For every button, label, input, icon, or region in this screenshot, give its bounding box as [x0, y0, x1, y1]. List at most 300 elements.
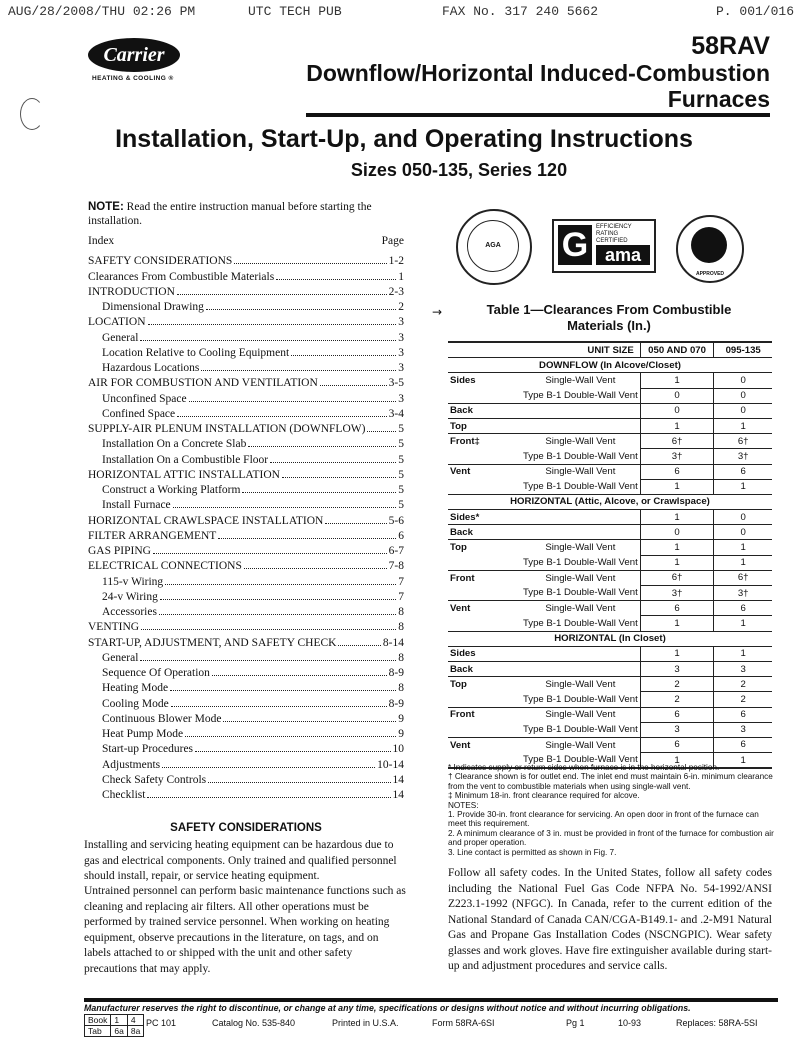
- toc-leader-dots: [320, 385, 387, 386]
- toc-leader-dots: [185, 736, 396, 737]
- table-row: [448, 601, 772, 616]
- clearance-table: [448, 341, 772, 769]
- toc-entry-page: 5: [398, 453, 404, 466]
- aga-seal-center: AGA: [467, 220, 519, 272]
- toc-entry-page: 5: [398, 438, 404, 451]
- toc-entry-title: LOCATION: [88, 316, 146, 329]
- clearance-050-070-cell: 3†: [640, 449, 714, 464]
- vent-type-cell: Type B-1 Double-Wall Vent: [521, 388, 640, 403]
- approval-badge: [676, 215, 744, 283]
- product-title-line2: Furnaces: [667, 86, 770, 112]
- vent-type-cell: Single-Wall Vent: [521, 464, 640, 479]
- toc-entry-page: 7: [398, 575, 404, 588]
- safety-codes-paragraph: Follow all safety codes. In the United States, follow all safety codes including the National Fuel Gas Code NFPA No. 54-1992/ANSI Z223.1-1992 (NFGC). In Canada, refer to the current edition of the National Standard of Canada CAN/CGA-B149.1- and .2-M91 Natural Gas and Propane Gas Installation Codes (NSCNGPIC). Wear safety glasses and work gloves. Have fire extinguisher available during start-up and adjustment procedures and service calls.: [448, 867, 772, 972]
- toc-leader-dots: [177, 294, 387, 295]
- toc-leader-dots: [148, 324, 397, 325]
- location-cell: [448, 586, 521, 601]
- gama-text-line: RATING: [596, 231, 619, 237]
- clearance-050-070-cell: 1: [640, 646, 714, 661]
- toc-entry-title: 115-v Wiring: [102, 575, 164, 588]
- toc-entry-title: VENTING: [88, 621, 140, 634]
- toc-entry-title: Installation On a Concrete Slab: [102, 438, 247, 451]
- clearance-050-070-cell: 1: [640, 616, 714, 631]
- page-subtitle: Sizes 050-135, Series 120: [350, 160, 568, 180]
- toc-entry-title: Start-up Procedures: [102, 743, 194, 756]
- toc-entry-title: Clearances From Combustible Materials: [88, 270, 275, 283]
- clearance-095-135-cell: 3: [714, 661, 772, 676]
- toc-entry: [88, 466, 404, 481]
- toc-entry-page: 10-14: [377, 758, 404, 771]
- table-row: [448, 403, 772, 418]
- footer-notice: Manufacturer reserves the right to discontinue, or change at any time, specifications or designs without notice and without incurring obligations.: [84, 1003, 691, 1013]
- table-row: [448, 449, 772, 464]
- table-section-row: [448, 358, 772, 373]
- location-cell: Top: [448, 418, 521, 433]
- clearance-050-070-cell: 0: [640, 403, 714, 418]
- clearance-050-070-cell: 3†: [640, 586, 714, 601]
- toc-entry-title: START-UP, ADJUSTMENT, AND SAFETY CHECK: [88, 636, 337, 649]
- toc-entry: [88, 496, 404, 511]
- location-cell: Top: [448, 540, 521, 555]
- index-header: [88, 235, 404, 247]
- toc-entry-page: 3-4: [388, 407, 404, 420]
- toc-leader-dots: [159, 614, 396, 615]
- toc-leader-dots: [325, 523, 386, 524]
- vent-type-cell: Single-Wall Vent: [521, 373, 640, 388]
- toc-entry-title: Checklist: [102, 789, 146, 801]
- toc-leader-dots: [160, 599, 396, 600]
- safety-heading: SAFETY CONSIDERATIONS: [170, 822, 322, 834]
- toc-entry-title: Dimensional Drawing: [102, 301, 204, 313]
- clearance-095-135-cell: 1: [714, 616, 772, 631]
- table-row: [448, 722, 772, 737]
- location-cell: [448, 555, 521, 570]
- toc-entry: [88, 771, 404, 786]
- toc-entry-title: GAS PIPING: [88, 545, 151, 557]
- table-row: [448, 525, 772, 540]
- vent-type-cell: Single-Wall Vent: [521, 540, 640, 555]
- gama-letter: G: [558, 225, 592, 265]
- footer-date: 10-93: [618, 1018, 642, 1028]
- clearance-050-070-cell: 6: [640, 707, 714, 722]
- toc-entry: [88, 405, 404, 420]
- clearance-095-135-cell: 2: [714, 692, 772, 707]
- toc-entry-title: AIR FOR COMBUSTION AND VENTILATION: [88, 377, 318, 390]
- toc-entry-page: 3-5: [388, 377, 404, 390]
- clearance-050-070-cell: 1: [640, 540, 714, 555]
- toc-leader-dots: [195, 751, 390, 752]
- table-section-row: [448, 631, 772, 646]
- table-row: [448, 388, 772, 403]
- table-row: [448, 707, 772, 722]
- toc-entry-title: General: [102, 331, 139, 344]
- vent-type-cell: Type B-1 Double-Wall Vent: [521, 449, 640, 464]
- gama-text-line: EFFICIENCY: [596, 224, 632, 230]
- location-cell: Vent: [448, 601, 521, 616]
- footer-catalog: Catalog No. 535-840: [212, 1018, 296, 1028]
- toc-entry: [88, 633, 404, 648]
- clearance-095-135-cell: 6†: [714, 434, 772, 449]
- toc-leader-dots: [248, 446, 396, 447]
- vent-type-cell: Single-Wall Vent: [521, 570, 640, 585]
- clearance-050-070-cell: 1: [640, 510, 714, 525]
- toc-entry-page: 5: [398, 468, 404, 481]
- toc-entry-page: 14: [392, 773, 404, 786]
- vent-type-cell: Type B-1 Double-Wall Vent: [521, 616, 640, 631]
- toc-entry: [88, 679, 404, 694]
- arrow-right-icon: →: [432, 305, 443, 319]
- table-of-contents: [88, 252, 404, 801]
- toc-entry-page: 8: [398, 606, 404, 618]
- toc-entry-page: 5-6: [388, 514, 404, 527]
- table-section-row: [448, 494, 772, 509]
- toc-leader-dots: [141, 629, 396, 630]
- clearance-050-070-cell: 0: [640, 388, 714, 403]
- toc-leader-dots: [173, 507, 397, 508]
- registered-mark: ®: [168, 75, 174, 82]
- clearance-095-135-cell: 1: [714, 479, 772, 494]
- vent-type-cell: [521, 646, 640, 661]
- toc-entry: [88, 313, 404, 328]
- toc-entry: [88, 298, 404, 313]
- clearance-050-070-cell: 2: [640, 677, 714, 692]
- toc-entry-page: 3: [398, 362, 404, 374]
- toc-leader-dots: [218, 538, 396, 539]
- toc-entry-title: Confined Space: [102, 407, 176, 420]
- clearance-095-135-cell: 0: [714, 373, 772, 388]
- toc-entry-page: 5: [398, 484, 404, 496]
- vent-type-cell: Single-Wall Vent: [521, 737, 640, 752]
- toc-entry: [88, 694, 404, 709]
- toc-entry-page: 8: [398, 621, 404, 634]
- vent-type-cell: Type B-1 Double-Wall Vent: [521, 479, 640, 494]
- model-number: 58RAV: [691, 32, 770, 60]
- certification-logos: [450, 205, 770, 285]
- flame-icon: [691, 227, 727, 263]
- toc-entry-page: 3: [398, 346, 404, 359]
- toc-entry-page: 9: [398, 728, 404, 740]
- toc-entry-title: Continuous Blower Mode: [102, 712, 222, 725]
- vent-type-cell: [521, 510, 640, 525]
- location-cell: Vent: [448, 464, 521, 479]
- location-cell: [448, 388, 521, 403]
- footer-rule: [84, 998, 778, 1002]
- clearance-095-135-cell: 2: [714, 677, 772, 692]
- toc-entry: [88, 618, 404, 633]
- table-row: [448, 510, 772, 525]
- page-title: Installation, Start-Up, and Operating Instructions: [115, 125, 693, 153]
- toc-entry-title: 24-v Wiring: [102, 590, 158, 603]
- table-row: [448, 418, 772, 433]
- location-cell: Top: [448, 677, 521, 692]
- toc-entry: [88, 572, 404, 587]
- toc-entry: [88, 527, 404, 542]
- toc-entry-title: Construct a Working Platform: [102, 484, 241, 496]
- index-page-label: Page: [381, 235, 404, 247]
- toc-leader-dots: [291, 355, 396, 356]
- footnote-line: * Indicates supply or return sides when furnace is in the horizontal position.: [448, 763, 720, 772]
- vent-type-cell: Type B-1 Double-Wall Vent: [521, 555, 640, 570]
- table-header-row: [448, 342, 772, 358]
- toc-entry-title: HORIZONTAL CRAWLSPACE INSTALLATION: [88, 514, 324, 527]
- gama-logo: [552, 219, 656, 273]
- clearance-095-135-cell: 1: [714, 646, 772, 661]
- table-row: [448, 570, 772, 585]
- toc-entry-page: 7: [398, 590, 404, 603]
- toc-entry-title: Installation On a Combustible Floor: [102, 453, 269, 466]
- toc-entry: [88, 649, 404, 664]
- table-row: [448, 616, 772, 631]
- clearance-095-135-cell: 1: [714, 753, 772, 769]
- clearance-050-070-cell: 1: [640, 753, 714, 769]
- clearance-050-070-cell: 6: [640, 464, 714, 479]
- clearance-095-135-cell: 3†: [714, 449, 772, 464]
- clearance-095-135-cell: 6†: [714, 570, 772, 585]
- toc-entry: [88, 374, 404, 389]
- location-cell: Front‡: [448, 434, 521, 449]
- vent-type-cell: Single-Wall Vent: [521, 601, 640, 616]
- toc-entry-page: 3: [398, 392, 404, 405]
- table-row: [448, 661, 772, 676]
- toc-entry-title: FILTER ARRANGEMENT: [88, 529, 217, 542]
- toc-entry: [88, 420, 404, 435]
- toc-entry: [88, 557, 404, 572]
- toc-entry-page: 14: [392, 789, 404, 801]
- gama-word: ama: [596, 245, 650, 265]
- toc-entry: [88, 389, 404, 404]
- clearance-095-135-cell: 0: [714, 510, 772, 525]
- clearance-050-070-cell: 6: [640, 737, 714, 752]
- footer-page: Pg 1: [566, 1018, 585, 1028]
- table-title: [446, 302, 772, 334]
- toc-entry-title: HORIZONTAL ATTIC INSTALLATION: [88, 468, 280, 481]
- toc-entry: [88, 786, 404, 801]
- toc-leader-dots: [242, 492, 396, 493]
- toc-leader-dots: [338, 645, 380, 646]
- toc-entry: [88, 588, 404, 603]
- toc-entry-page: 6: [398, 529, 404, 542]
- location-cell: Back: [448, 661, 521, 676]
- product-title: [306, 60, 770, 117]
- table-row: [448, 479, 772, 494]
- vent-type-cell: Type B-1 Double-Wall Vent: [521, 753, 640, 769]
- clearance-050-070-cell: 3: [640, 661, 714, 676]
- toc-entry-title: INTRODUCTION: [88, 285, 175, 298]
- table-row: [448, 646, 772, 661]
- location-cell: [448, 479, 521, 494]
- toc-entry: [88, 359, 404, 374]
- table-section-title: HORIZONTAL (In Closet): [448, 631, 772, 646]
- toc-entry: [88, 725, 404, 740]
- unit-size-header: UNIT SIZE: [448, 342, 640, 358]
- footer-pc: PC 101: [146, 1018, 177, 1028]
- clearance-050-070-cell: 6†: [640, 434, 714, 449]
- safety-paragraph-2: Untrained personnel can perform basic maintenance functions such as cleaning and replacing air filters. All other operations must be performed by trained service personnel. When working on heating equipment, observe precautions in the literature, on tags, and on labels attached to or shipped with the unit and other safety precautions that may apply.: [84, 885, 406, 975]
- footer-printed: Printed in U.S.A.: [332, 1018, 399, 1028]
- toc-entry: [88, 511, 404, 526]
- footnote-line: 2. A minimum clearance of 3 in. must be provided in front of the furnace for combustion air and proper operation.: [448, 828, 774, 848]
- toc-leader-dots: [140, 340, 396, 341]
- vent-type-cell: Type B-1 Double-Wall Vent: [521, 722, 640, 737]
- clearance-095-135-cell: 1: [714, 540, 772, 555]
- clearance-095-135-cell: 1: [714, 418, 772, 433]
- clearance-095-135-cell: 0: [714, 403, 772, 418]
- table-row: [448, 540, 772, 555]
- vent-type-cell: Type B-1 Double-Wall Vent: [521, 586, 640, 601]
- safety-paragraph-1: Installing and servicing heating equipment can be hazardous due to gas and electrical components. Only trained and qualified personnel should install, repair, or service heating equipment.: [84, 839, 397, 882]
- vent-type-cell: [521, 403, 640, 418]
- approval-badge-text: APPROVED: [695, 271, 725, 277]
- clearance-095-135-cell: 3: [714, 722, 772, 737]
- toc-leader-dots: [165, 584, 396, 585]
- fax-number: FAX No. 317 240 5662: [442, 4, 599, 19]
- clearance-050-070-cell: 0: [640, 525, 714, 540]
- toc-entry-page: 3: [398, 331, 404, 344]
- clearance-050-070-cell: 6: [640, 601, 714, 616]
- table-row: [448, 586, 772, 601]
- location-cell: [448, 449, 521, 464]
- table-title-line1: Table 1—Clearances From Combustible: [486, 302, 732, 317]
- toc-entry: [88, 435, 404, 450]
- footnote-line: ‡ Minimum 18-in. front clearance required for alcove.: [448, 791, 640, 801]
- book-tab-grid: [84, 1014, 144, 1037]
- carrier-logo-oval: Carrier: [88, 38, 180, 72]
- toc-entry: [88, 328, 404, 343]
- tab-label: Tab: [85, 1026, 111, 1037]
- clearance-095-135-cell: 6: [714, 737, 772, 752]
- table-row: [448, 434, 772, 449]
- fax-date: AUG/28/2008/THU 02:26 PM: [8, 4, 196, 19]
- toc-entry-title: General: [102, 651, 139, 664]
- toc-leader-dots: [282, 477, 396, 478]
- table-row: [448, 555, 772, 570]
- book-value-1: 1: [111, 1015, 127, 1026]
- toc-entry: [88, 344, 404, 359]
- footer-form: Form 58RA-6SI: [432, 1018, 495, 1028]
- table-row: [448, 373, 772, 388]
- fax-header: [8, 4, 794, 20]
- toc-entry-title: Heat Pump Mode: [102, 728, 184, 740]
- toc-entry: [88, 252, 404, 267]
- toc-entry: [88, 710, 404, 725]
- location-cell: [448, 616, 521, 631]
- toc-entry-title: Hazardous Locations: [102, 362, 200, 374]
- table-row: [448, 464, 772, 479]
- toc-entry-page: 1: [398, 270, 404, 283]
- carrier-logo-tagline: HEATING & COOLING: [92, 75, 167, 82]
- clearance-050-070-cell: 1: [640, 373, 714, 388]
- vent-type-cell: [521, 525, 640, 540]
- toc-entry-page: 5: [398, 499, 404, 512]
- location-cell: Front: [448, 707, 521, 722]
- table-row: [448, 737, 772, 752]
- toc-entry-page: 8: [398, 651, 404, 664]
- toc-entry: [88, 755, 404, 770]
- clearance-095-135-cell: 0: [714, 388, 772, 403]
- table-row: [448, 692, 772, 707]
- toc-entry-page: 8-9: [388, 697, 404, 710]
- carrier-logo: [88, 38, 184, 88]
- footnote-line: NOTES:: [448, 800, 479, 810]
- vent-type-cell: [521, 418, 640, 433]
- toc-entry-title: Accessories: [102, 606, 157, 618]
- toc-entry: [88, 267, 404, 282]
- note-label: NOTE:: [88, 201, 124, 213]
- toc-leader-dots: [153, 553, 387, 554]
- clearance-050-070-cell: 1: [640, 418, 714, 433]
- tab-value-2: 8a: [127, 1026, 143, 1037]
- toc-entry-page: 3: [398, 316, 404, 329]
- clearance-050-070-cell: 1: [640, 479, 714, 494]
- location-cell: Back: [448, 403, 521, 418]
- clearance-095-135-cell: 6: [714, 601, 772, 616]
- toc-leader-dots: [244, 568, 387, 569]
- location-cell: Vent: [448, 737, 521, 752]
- toc-leader-dots: [276, 279, 396, 280]
- toc-entry-page: 6-7: [388, 545, 404, 557]
- col-header-050-070: 050 AND 070: [640, 342, 714, 358]
- toc-entry-page: 7-8: [388, 560, 404, 573]
- location-cell: [448, 692, 521, 707]
- toc-entry-title: Location Relative to Cooling Equipment: [102, 346, 290, 359]
- toc-leader-dots: [270, 462, 396, 463]
- location-cell: Back: [448, 525, 521, 540]
- footnote-line: 3. Line contact is permitted as shown in Fig. 7.: [448, 847, 617, 857]
- toc-entry-title: SAFETY CONSIDERATIONS: [88, 255, 233, 268]
- toc-leader-dots: [162, 767, 375, 768]
- table-footnotes: [448, 763, 774, 857]
- location-cell: Front: [448, 570, 521, 585]
- clearance-050-070-cell: 3: [640, 722, 714, 737]
- toc-entry: [88, 603, 404, 618]
- clearance-050-070-cell: 6†: [640, 570, 714, 585]
- aga-design-certified-seal: [456, 209, 532, 285]
- vent-type-cell: Single-Wall Vent: [521, 707, 640, 722]
- toc-leader-dots: [147, 797, 390, 798]
- footnote-line: 1. Provide 30-in. front clearance for servicing. An open door in front of the furnace can meet this requirement.: [448, 810, 759, 829]
- vent-type-cell: [521, 661, 640, 676]
- toc-entry-title: Heating Mode: [102, 682, 169, 695]
- toc-leader-dots: [170, 690, 396, 691]
- table-row: [448, 677, 772, 692]
- location-cell: Sides: [450, 648, 476, 660]
- toc-entry: [88, 283, 404, 298]
- toc-leader-dots: [140, 660, 396, 661]
- vent-type-cell: Single-Wall Vent: [521, 434, 640, 449]
- location-cell: [448, 722, 521, 737]
- footer-replaces: Replaces: 58RA-5SI: [676, 1018, 758, 1028]
- toc-leader-dots: [171, 706, 387, 707]
- toc-leader-dots: [177, 416, 387, 417]
- clearance-095-135-cell: 3†: [714, 586, 772, 601]
- clearance-095-135-cell: 6: [714, 464, 772, 479]
- note: [88, 200, 406, 228]
- clearance-050-070-cell: 2: [640, 692, 714, 707]
- tab-value-1: 6a: [111, 1026, 127, 1037]
- fax-page: P. 001/016: [715, 4, 794, 19]
- toc-entry-page: 1-2: [388, 255, 404, 268]
- clearance-095-135-cell: 1: [714, 555, 772, 570]
- book-label: Book: [85, 1015, 111, 1026]
- index-label: Index: [88, 235, 115, 247]
- table-title-line2: Materials (In.): [567, 318, 651, 333]
- toc-entry-title: Cooling Mode: [102, 697, 169, 710]
- vent-type-cell: Single-Wall Vent: [521, 677, 640, 692]
- toc-leader-dots: [212, 675, 387, 676]
- toc-entry: [88, 450, 404, 465]
- toc-leader-dots: [189, 401, 397, 402]
- toc-leader-dots: [367, 431, 396, 432]
